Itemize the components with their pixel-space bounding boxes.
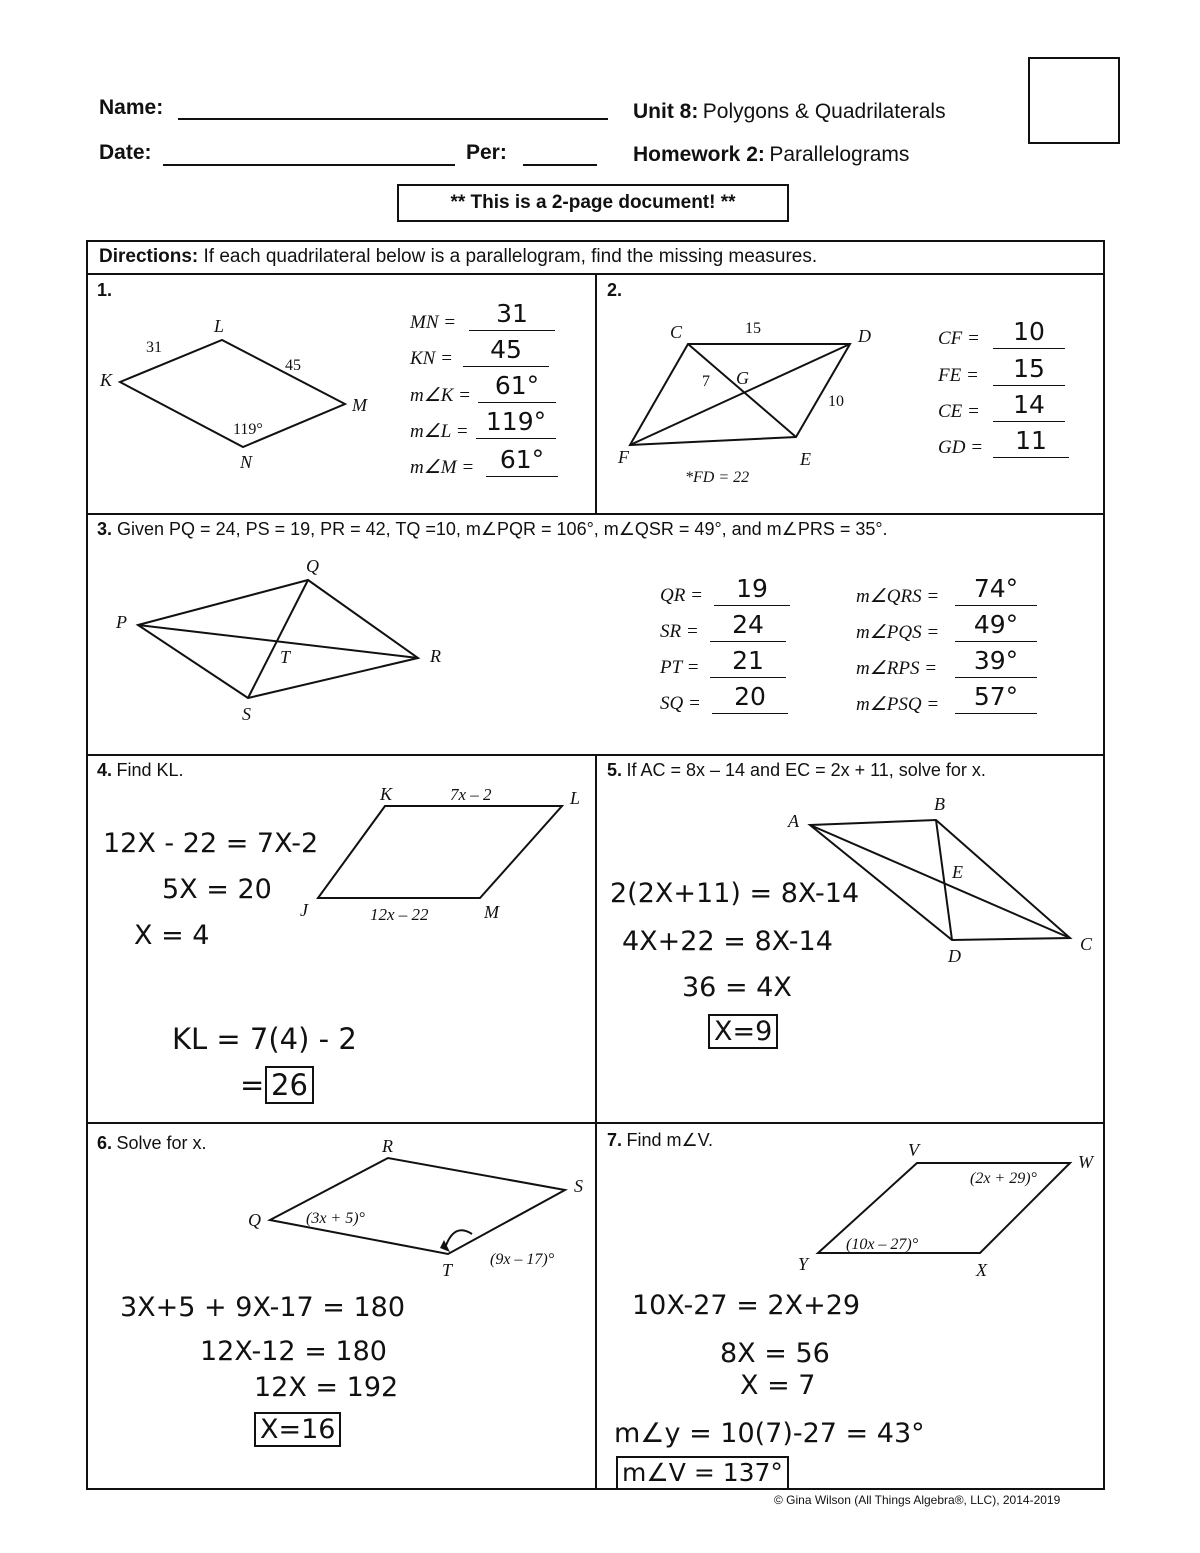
vertex-label: B <box>934 794 945 814</box>
problem-1-number: 1. <box>97 280 113 300</box>
p1-label-kn: KN = <box>410 348 453 369</box>
side-label: 12x – 22 <box>370 905 429 924</box>
p1-answer-kn[interactable]: 45 <box>490 335 522 364</box>
answer-line <box>955 639 1037 642</box>
unit-title: Polygons & Quadrilaterals <box>702 100 946 123</box>
answer-line <box>993 383 1065 386</box>
p6-work-line: 12X-12 = 180 <box>200 1336 387 1367</box>
p3-answer-sq[interactable]: 20 <box>734 682 766 711</box>
p3-label-mpsq: m∠PSQ = <box>856 694 940 715</box>
answer-line <box>955 711 1037 714</box>
vertex-label: Y <box>798 1254 809 1274</box>
problem-4-figure <box>290 780 590 930</box>
p7-work-line: m∠y = 10(7)-27 = 43° <box>614 1418 925 1449</box>
p2-label-fe: FE = <box>938 365 979 386</box>
answer-line <box>714 603 790 606</box>
problem-5-text: If AC = 8x – 14 and EC = 2x + 11, solve for x. <box>626 760 986 780</box>
p3-label-sq: SQ = <box>660 693 701 714</box>
vertex-label: D <box>948 946 961 966</box>
p2-answer-cf[interactable]: 10 <box>1013 317 1045 346</box>
p3-answer-mrps[interactable]: 39° <box>973 646 1019 675</box>
answer-line <box>993 346 1065 349</box>
p3-label-sr: SR = <box>660 621 699 642</box>
directions-label: Directions: <box>99 246 199 267</box>
vertex-label: T <box>442 1260 453 1280</box>
vertex-label: N <box>240 452 253 472</box>
answer-line <box>710 675 786 678</box>
side-label: 45 <box>285 357 301 374</box>
date-field[interactable] <box>163 146 455 166</box>
p4-work-line: KL = 7(4) - 2 <box>172 1022 357 1056</box>
p4-work-line: 5X = 20 <box>162 874 272 905</box>
p1-label-mk: m∠K = <box>410 385 471 406</box>
p5-work-line: 2(2X+11) = 8X-14 <box>610 878 860 909</box>
vertex-label: P <box>116 612 127 632</box>
p3-answer-mpsq[interactable]: 57° <box>973 682 1019 711</box>
vertex-label: K <box>100 370 113 390</box>
vertex-label: M <box>352 395 367 415</box>
segment-label: 7 <box>702 373 710 390</box>
vertex-label: A <box>788 811 799 831</box>
p3-label-mqrs: m∠QRS = <box>856 586 940 607</box>
vertex-label: E <box>952 862 963 882</box>
p1-label-mm: m∠M = <box>410 457 475 478</box>
homework-title: Parallelograms <box>769 143 910 166</box>
vertex-label: S <box>574 1176 583 1196</box>
problem-2-number: 2. <box>607 280 623 300</box>
date-label: Date: <box>99 141 152 164</box>
p7-work-line: 10X-27 = 2X+29 <box>632 1290 861 1321</box>
p1-label-mn: MN = <box>410 312 457 333</box>
p1-answer-mk[interactable]: 61° <box>494 371 540 400</box>
period-label: Per: <box>466 141 507 164</box>
diagonal-ce <box>688 344 796 437</box>
problem-3-figure <box>100 550 470 730</box>
p1-label-ml: m∠L = <box>410 421 469 442</box>
p6-final-answer[interactable]: X=16 <box>254 1412 341 1447</box>
angle-label: (9x – 17)° <box>490 1251 555 1268</box>
p1-answer-mm[interactable]: 61° <box>499 445 545 474</box>
problem-5-header <box>607 760 986 781</box>
vertex-label: L <box>570 788 581 808</box>
angle-label: (3x + 5)° <box>306 1210 365 1227</box>
directions-text: If each quadrilateral below is a parallelogram, find the missing measures. <box>203 246 818 267</box>
unit-label: Unit 8: <box>633 100 699 123</box>
p1-answer-mn[interactable]: 31 <box>496 299 528 328</box>
divider <box>595 273 597 513</box>
problem-6-number: 6. <box>97 1133 113 1153</box>
p2-label-gd: GD = <box>938 437 984 458</box>
problem-6-figure <box>240 1130 590 1290</box>
answer-line <box>955 675 1037 678</box>
p4-work-prefix: = <box>240 1068 265 1102</box>
side-label: 7x – 2 <box>450 785 492 804</box>
problem-1-figure <box>90 300 390 480</box>
answer-line <box>476 436 556 439</box>
problem-7-figure <box>780 1130 1100 1290</box>
angle-label: (10x – 27)° <box>846 1236 919 1253</box>
problem-2-figure <box>600 300 900 500</box>
answer-line <box>993 455 1069 458</box>
vertex-label: V <box>908 1140 919 1160</box>
angle-label: (2x + 29)° <box>970 1170 1037 1187</box>
answer-line <box>993 419 1065 422</box>
vertex-label: Q <box>306 556 319 576</box>
vertex-label: J <box>300 900 308 920</box>
vertex-label: W <box>1078 1152 1093 1172</box>
vertex-label: C <box>1080 934 1093 954</box>
unit-heading <box>633 100 946 124</box>
side-label: 31 <box>146 339 162 356</box>
vertex-label: C <box>670 322 683 342</box>
name-field[interactable] <box>178 100 608 120</box>
p7-work-line: X = 7 <box>740 1370 816 1401</box>
p7-work-line: 8X = 56 <box>720 1338 830 1369</box>
problem-5-number: 5. <box>607 760 623 780</box>
answer-line <box>478 400 556 403</box>
vertex-label: R <box>430 646 441 666</box>
p2-answer-gd[interactable]: 11 <box>1015 426 1047 455</box>
notice-box: ** This is a 2-page document! ** <box>397 184 789 222</box>
problem-6-text: Solve for x. <box>116 1133 207 1153</box>
directions <box>99 246 817 268</box>
vertex-label: M <box>484 902 499 922</box>
divider <box>86 513 1105 515</box>
vertex-label: G <box>736 368 749 388</box>
copyright-footer: © Gina Wilson (All Things Algebra®, LLC), 2014-2019 <box>774 1493 1061 1507</box>
vertex-label: X <box>976 1260 987 1280</box>
side-label: 10 <box>828 393 844 410</box>
p3-label-qr: QR = <box>660 585 703 606</box>
p3-answer-sr[interactable]: 24 <box>732 610 764 639</box>
p5-work-line: 4X+22 = 8X-14 <box>622 926 833 957</box>
p3-answer-qr[interactable]: 19 <box>736 574 768 603</box>
p5-final-answer[interactable]: X=9 <box>708 1014 778 1049</box>
diagonal-df <box>630 344 850 445</box>
p1-answer-ml[interactable]: 119° <box>485 407 547 436</box>
vertex-label: S <box>242 704 251 724</box>
side-label: 15 <box>745 320 761 337</box>
p4-final-answer[interactable]: 26 <box>265 1066 314 1104</box>
p2-label-cf: CF = <box>938 328 980 349</box>
parallelogram-qrst <box>270 1158 565 1254</box>
fd-note: *FD = 22 <box>685 469 750 486</box>
answer-line <box>469 328 555 331</box>
problem-4-header <box>97 760 184 781</box>
vertex-label: T <box>280 647 291 667</box>
parallelogram-jklm <box>318 806 562 898</box>
p4-work-line: X = 4 <box>134 920 210 951</box>
problem-4-number: 4. <box>97 760 113 780</box>
problem-7-header <box>607 1130 713 1151</box>
p3-answer-mqrs[interactable]: 74° <box>973 574 1019 603</box>
vertex-label: K <box>380 784 393 804</box>
p6-work-line: 3X+5 + 9X-17 = 180 <box>120 1292 406 1323</box>
angle-label: 119° <box>233 421 263 438</box>
answer-line <box>463 364 549 367</box>
problem-7-text: Find m∠V. <box>626 1130 713 1150</box>
period-field[interactable] <box>523 146 597 166</box>
angle-arc <box>445 1230 472 1248</box>
p3-label-mrps: m∠RPS = <box>856 658 938 679</box>
problem-7-number: 7. <box>607 1130 623 1150</box>
score-box[interactable] <box>1028 57 1120 144</box>
vertex-label: Q <box>248 1210 261 1230</box>
name-label: Name: <box>99 96 164 119</box>
vertex-label: D <box>858 326 871 346</box>
vertex-label: E <box>800 449 811 469</box>
problem-3-number: 3. <box>97 519 113 539</box>
answer-line <box>486 474 558 477</box>
answer-line <box>712 711 788 714</box>
p3-answer-pt[interactable]: 21 <box>732 646 764 675</box>
vertex-label: F <box>618 447 629 467</box>
p2-answer-fe[interactable]: 15 <box>1013 354 1045 383</box>
problem-4-text: Find KL. <box>116 760 184 780</box>
p4-work-line: 12X - 22 = 7X-2 <box>103 828 319 859</box>
p2-label-ce: CE = <box>938 401 980 422</box>
vertex-label: R <box>382 1136 393 1156</box>
divider <box>595 754 597 1490</box>
problem-3-header <box>97 519 888 540</box>
problem-3-text: Given PQ = 24, PS = 19, PR = 42, TQ =10, m∠PQR = 106°, m∠QSR = 49°, and m∠PRS = 35°. <box>117 519 888 539</box>
p5-work-line: 36 = 4X <box>682 972 792 1003</box>
problem-6-header <box>97 1133 207 1154</box>
homework-heading <box>633 143 909 167</box>
p2-answer-ce[interactable]: 14 <box>1013 390 1045 419</box>
homework-label: Homework 2: <box>633 143 765 166</box>
answer-line <box>710 639 786 642</box>
p3-answer-mpqs[interactable]: 49° <box>973 610 1019 639</box>
p3-label-pt: PT = <box>660 657 700 678</box>
p6-work-line: 12X = 192 <box>254 1372 399 1403</box>
p3-label-mpqs: m∠PQS = <box>856 622 940 643</box>
vertex-label: L <box>214 316 225 336</box>
p7-final-answer[interactable]: m∠V = 137° <box>616 1456 789 1490</box>
answer-line <box>955 603 1037 606</box>
